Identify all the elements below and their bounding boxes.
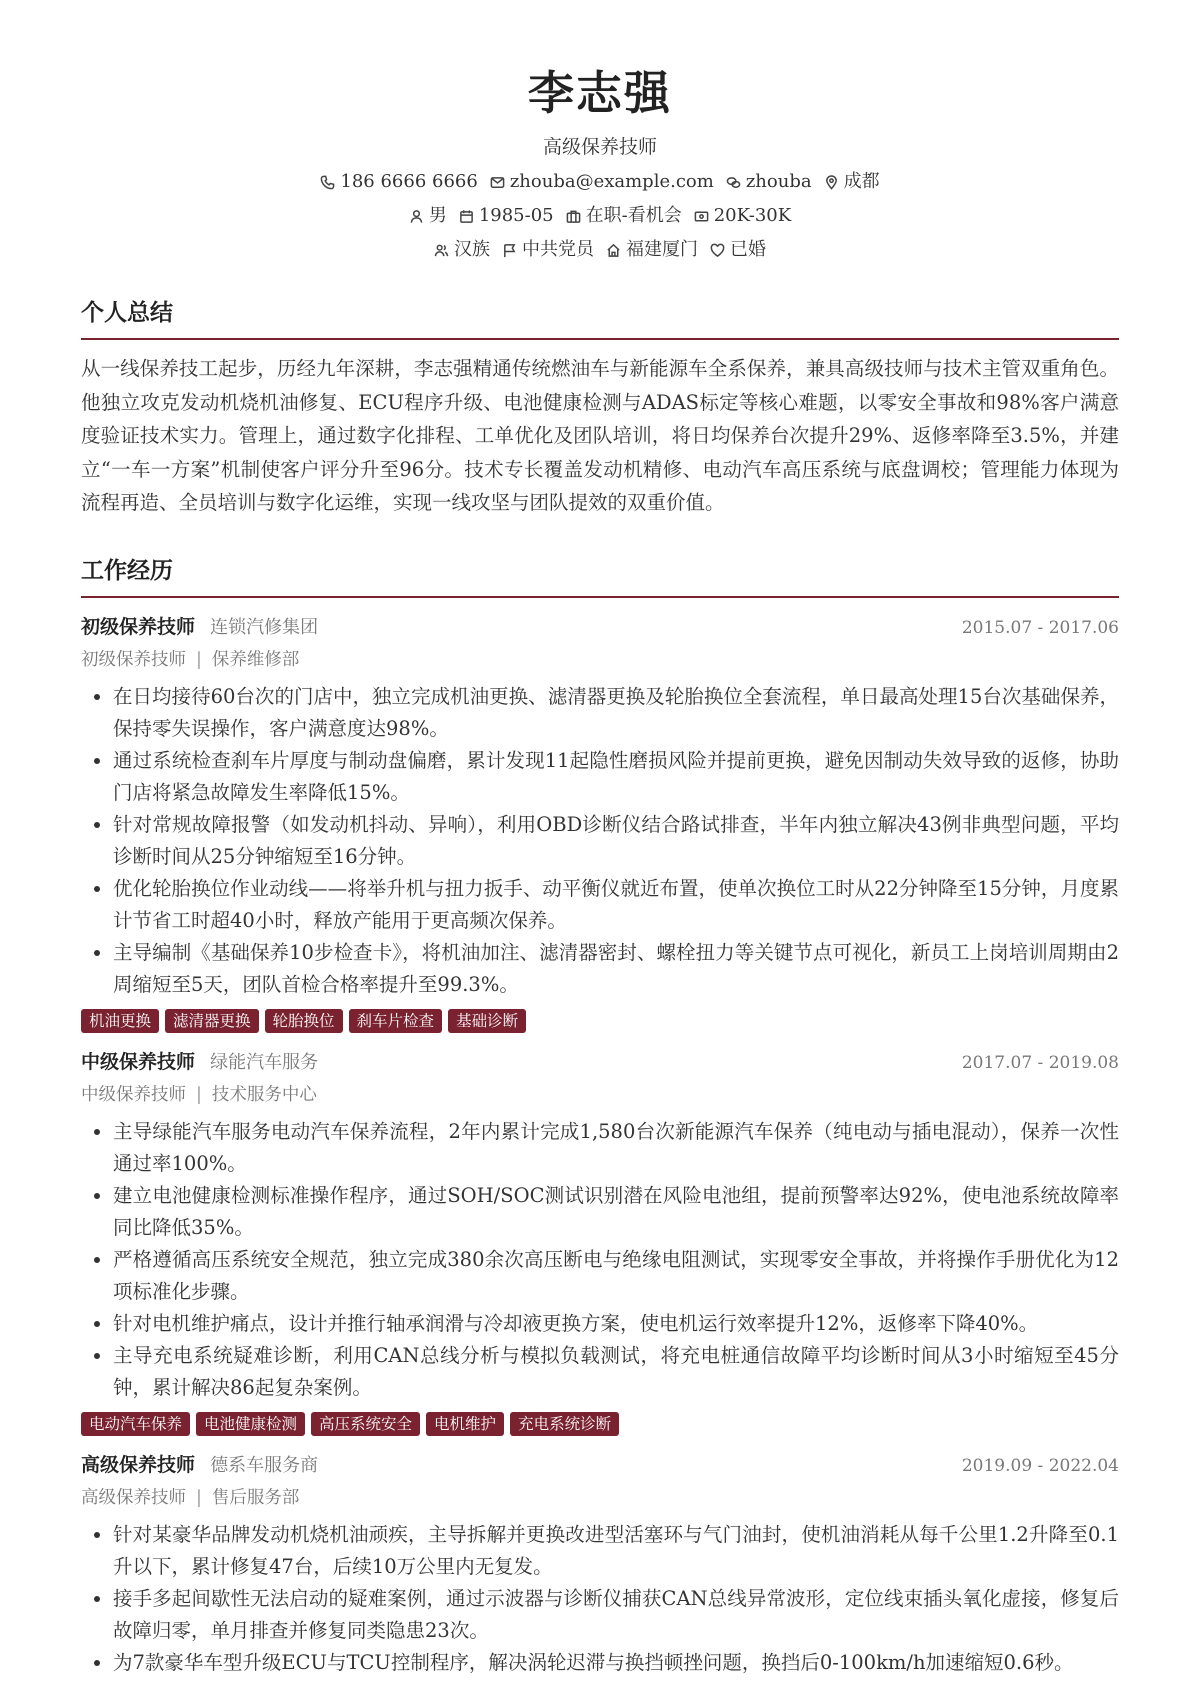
job-header (81, 1450, 1119, 1481)
job-header (81, 1047, 1119, 1078)
job-bullet: • 主导编制《基础保养10步检查卡》，将机油加注、滤清器密封、螺栓扭力等关键节点可视化，新员工上岗培训周期由2周缩短至5天，团队首检合格率提升至99.3%。 (113, 937, 1119, 1001)
calendar-icon (459, 209, 474, 224)
users-icon (434, 243, 449, 258)
summary-section (81, 298, 1119, 520)
birth-info (459, 204, 554, 228)
job-bullet: • 优化轮胎换位作业动线——将举升机与扭力扳手、动平衡仪就近布置，使单次换位工时从22分钟降至15分钟，月度累计节省工时超40小时，释放产能用于更高频次保养。 (113, 873, 1119, 937)
job-bullets (81, 681, 1119, 1001)
salary-text: 20K-30K (713, 205, 792, 226)
job-entry (81, 1450, 1119, 1679)
separator: | (196, 1487, 202, 1508)
skill-tags (81, 1009, 1119, 1033)
status-text: 在职-看机会 (585, 205, 682, 226)
wechat-info (726, 170, 812, 194)
job-dept: 售后服务部 (211, 1487, 300, 1508)
skill-tags (81, 1412, 1119, 1436)
job-bullet: • 为7款豪华车型升级ECU与TCU控制程序，解决涡轮迟滞与换挡顿挫问题，换挡后0-100km/h加速缩短0.6秒。 (113, 1647, 1119, 1679)
marital-info (710, 238, 766, 262)
flag-icon (502, 243, 517, 258)
job-title: 中级保养技师 (81, 1050, 196, 1073)
job-bullets (81, 1519, 1119, 1679)
job-bullet: • 针对常规故障报警（如发动机抖动、异响），利用OBD诊断仪结合路试排查，半年内独立解决43例非典型问题，平均诊断时间从25分钟缩短至16分钟。 (113, 809, 1119, 873)
banknote-icon (694, 209, 709, 224)
heart-icon (710, 243, 725, 258)
phone-icon (320, 175, 335, 190)
job-title: 初级保养技师 (81, 615, 196, 638)
job-bullet: • 主导充电系统疑难诊断，利用CAN总线分析与模拟负载测试，将充电桩通信故障平均诊断时间从3小时缩短至45分钟，累计解决86起复杂案例。 (113, 1340, 1119, 1404)
job-company: 连锁汽修集团 (210, 616, 319, 638)
location-pin-icon (824, 175, 839, 190)
separator: | (196, 1084, 202, 1105)
job-header (81, 612, 1119, 643)
job-bullet: • 严格遵循高压系统安全规范，独立完成380余次高压断电与绝缘电阻测试，实现零安全事故，并将操作手册优化为12项标准化步骤。 (113, 1244, 1119, 1308)
job-bullet: • 针对电机维护痛点，设计并推行轴承润滑与冷却液更换方案，使电机运行效率提升12%，返修率下降40%。 (113, 1308, 1119, 1340)
job-bullet: • 接手多起间歇性无法启动的疑难案例，通过示波器与诊断仪捕获CAN总线异常波形，定位线束插头氧化虚接，修复后故障归零，单月排查并修复同类隐患23次。 (113, 1583, 1119, 1647)
skill-tag: 滤清器更换 (165, 1009, 259, 1033)
job-role: 高级保养技师 (81, 1487, 186, 1508)
political-info (502, 238, 594, 262)
job-title: 高级保养技师 (81, 1453, 196, 1476)
job-entry (81, 1047, 1119, 1436)
job-subtitle (81, 645, 1119, 675)
job-role: 中级保养技师 (81, 1084, 186, 1105)
resume-header (81, 0, 1119, 262)
skill-tag: 轮胎换位 (265, 1009, 343, 1033)
user-icon (409, 209, 424, 224)
location-text: 成都 (843, 171, 880, 192)
candidate-name: 李志强 (528, 66, 672, 120)
phone-info (320, 170, 477, 194)
hometown-info (606, 238, 698, 262)
personal-row (81, 204, 1119, 228)
summary-text: 从一线保养技工起步，历经九年深耕，李志强精通传统燃油车与新能源车全系保养，兼具高级技师与技术主管双重角色。他独立攻克发动机烧机油修复、ECU程序升级、电池健康检测与ADAS标定等核心难题，以零安全事故和98%客户满意度验证技术实力。管理上，通过数字化排程、工单优化及团队培训，将日均保养台次提升29%、返修率降至3.5%，并建立“一车一方案”机制使客户评分升至96分。技术专长覆盖发动机精修、电动汽车高压系统与底盘调校；管理能力体现为流程再造、全员培训与数字化运维，实现一线攻坚与团队提效的双重价值。 (81, 357, 1119, 514)
email-text: zhouba@example.com (509, 171, 714, 192)
phone-text: 186 6666 6666 (340, 171, 478, 192)
skill-tag: 电动汽车保养 (81, 1412, 190, 1436)
background-row (81, 238, 1119, 262)
contact-row (81, 170, 1119, 194)
job-bullet: • 在日均接待60台次的门店中，独立完成机油更换、滤清器更换及轮胎换位全套流程，单日最高处理15台次基础保养，保持零失误操作，客户满意度达98%。 (113, 681, 1119, 745)
skill-tag: 充电系统诊断 (510, 1412, 619, 1436)
hometown-text: 福建厦门 (626, 239, 698, 260)
briefcase-icon (566, 209, 581, 224)
job-entry (81, 612, 1119, 1033)
salary-info (694, 204, 791, 228)
job-bullets (81, 1116, 1119, 1404)
job-date: 2017.07 - 2019.08 (961, 1052, 1119, 1073)
experience-section (81, 556, 1119, 1679)
location-info (824, 170, 880, 194)
email-info (490, 170, 714, 194)
mail-icon (490, 175, 505, 190)
job-bullet: • 通过系统检查刹车片厚度与制动盘偏磨，累计发现11起隐性磨损风险并提前更换，避免因制动失效导致的返修，协助门店将紧急故障发生率降低15%。 (113, 745, 1119, 809)
birth-text: 1985-05 (478, 205, 554, 226)
job-dept: 保养维修部 (211, 649, 300, 670)
job-subtitle (81, 1483, 1119, 1513)
job-subtitle (81, 1080, 1119, 1110)
separator: | (196, 649, 202, 670)
job-company: 德系车服务商 (210, 1454, 319, 1476)
status-info (566, 204, 682, 228)
wechat-icon (726, 175, 741, 190)
job-bullet: • 建立电池健康检测标准操作程序，通过SOH/SOC测试识别潜在风险电池组，提前预警率达92%，使电池系统故障率同比降低35%。 (113, 1180, 1119, 1244)
wechat-text: zhouba (745, 171, 812, 192)
job-role: 初级保养技师 (81, 649, 186, 670)
job-bullet: • 针对某豪华品牌发动机烧机油顽疾，主导拆解并更换改进型活塞环与气门油封，使机油消耗从每千公里1.2升降至0.1升以下，累计修复47台，后续10万公里内无复发。 (113, 1519, 1119, 1583)
ethnicity-text: 汉族 (454, 239, 490, 260)
summary-heading: 个人总结 (81, 298, 1119, 340)
job-date: 2015.07 - 2017.06 (961, 617, 1119, 638)
ethnicity-info (434, 238, 490, 262)
candidate-title: 高级保养技师 (542, 136, 657, 158)
job-company: 绿能汽车服务 (210, 1051, 319, 1073)
skill-tag: 基础诊断 (448, 1009, 526, 1033)
job-dept: 技术服务中心 (211, 1084, 317, 1105)
marital-text: 已婚 (730, 239, 766, 260)
job-bullet: • 主导绿能汽车服务电动汽车保养流程，2年内累计完成1,580台次新能源汽车保养（纯电动与插电混动），保养一次性通过率100%。 (113, 1116, 1119, 1180)
political-text: 中共党员 (522, 239, 594, 260)
experience-heading: 工作经历 (81, 556, 1119, 598)
gender-text: 男 (428, 205, 447, 226)
skill-tag: 刹车片检查 (349, 1009, 443, 1033)
job-date: 2019.09 - 2022.04 (961, 1455, 1119, 1476)
skill-tag: 机油更换 (81, 1009, 159, 1033)
skill-tag: 电池健康检测 (196, 1412, 305, 1436)
skill-tag: 电机维护 (426, 1412, 504, 1436)
home-icon (606, 243, 621, 258)
gender-info (409, 204, 447, 228)
skill-tag: 高压系统安全 (311, 1412, 420, 1436)
